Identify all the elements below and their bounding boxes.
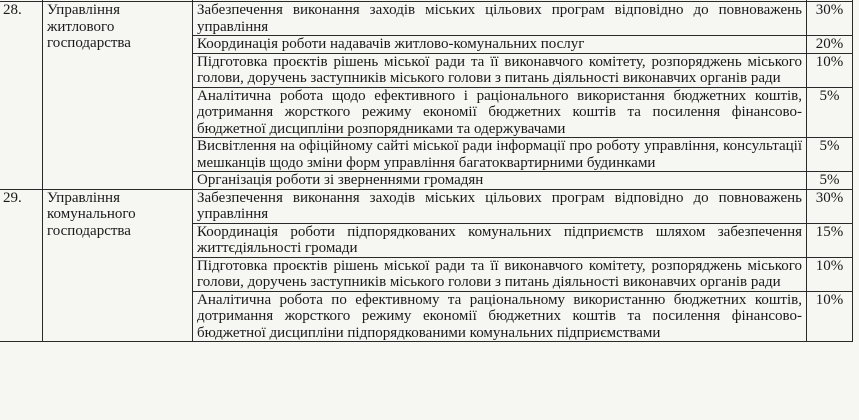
task-percent: 5% [807, 172, 853, 190]
table-row [0, 189, 853, 223]
task-description: Забезпечення виконання заходів міських цільових програм відповідно до повноважень управління [193, 2, 807, 36]
task-percent: 30% [807, 2, 853, 36]
task-description: Організація роботи зі зверненнями громадян [193, 172, 807, 190]
task-percent: 10% [807, 257, 853, 291]
row-number: 28. [0, 2, 43, 190]
task-description: Координація роботи надавачів житлово-комунальних послуг [193, 36, 807, 54]
task-description: Підготовка проєктів рішень міської ради та її виконавчого комітету, розпоряджень міського голови, доручень заступників міського голови з питань діяльності виконавчих органів ради [193, 53, 807, 87]
task-description: Координація роботи підпорядкованих комунальних підприємств шляхом забезпечення життєдіяльності громади [193, 223, 807, 257]
table-row [0, 2, 853, 36]
task-description: Підготовка проєктів рішень міської ради та її виконавчого комітету, розпоряджень міського голови, доручень заступників міського голови з питань діяльності виконавчих органів ради [193, 257, 807, 291]
task-percent: 20% [807, 36, 853, 54]
clipped-task-text [197, 0, 802, 1]
task-description: Забезпечення виконання заходів міських цільових програм відповідно до повноважень управління [193, 189, 807, 223]
task-percent: 5% [807, 138, 853, 172]
task-description: Аналітична робота щодо ефективного і раціонального використання бюджетних коштів, дотримання жорсткого режиму економії бюджетних коштів та посилення фінансово-бюджетної дисципліни розпорядниками та одержувачами [193, 87, 807, 138]
task-percent: 10% [807, 291, 853, 342]
task-description: Аналітична робота по ефективному та раціональному використанню бюджетних коштів, дотримання жорсткого режиму економії бюджетних коштів та посилення фінансово-бюджетної дисципліни підпорядкованими комунальних підприємствами [193, 291, 807, 342]
task-percent: 5% [807, 87, 853, 138]
department-name: Управління комунального господарства [43, 189, 193, 342]
department-name: Управління житлового господарства [43, 2, 193, 190]
task-description: Висвітлення на офіційному сайті міської ради інформації про роботу управління, консультації мешканців щодо зміни форм управління багатоквартирними будинками [193, 138, 807, 172]
task-percent: 15% [807, 223, 853, 257]
row-number: 29. [0, 189, 43, 342]
task-percent: 10% [807, 53, 853, 87]
task-percent: 30% [807, 189, 853, 223]
